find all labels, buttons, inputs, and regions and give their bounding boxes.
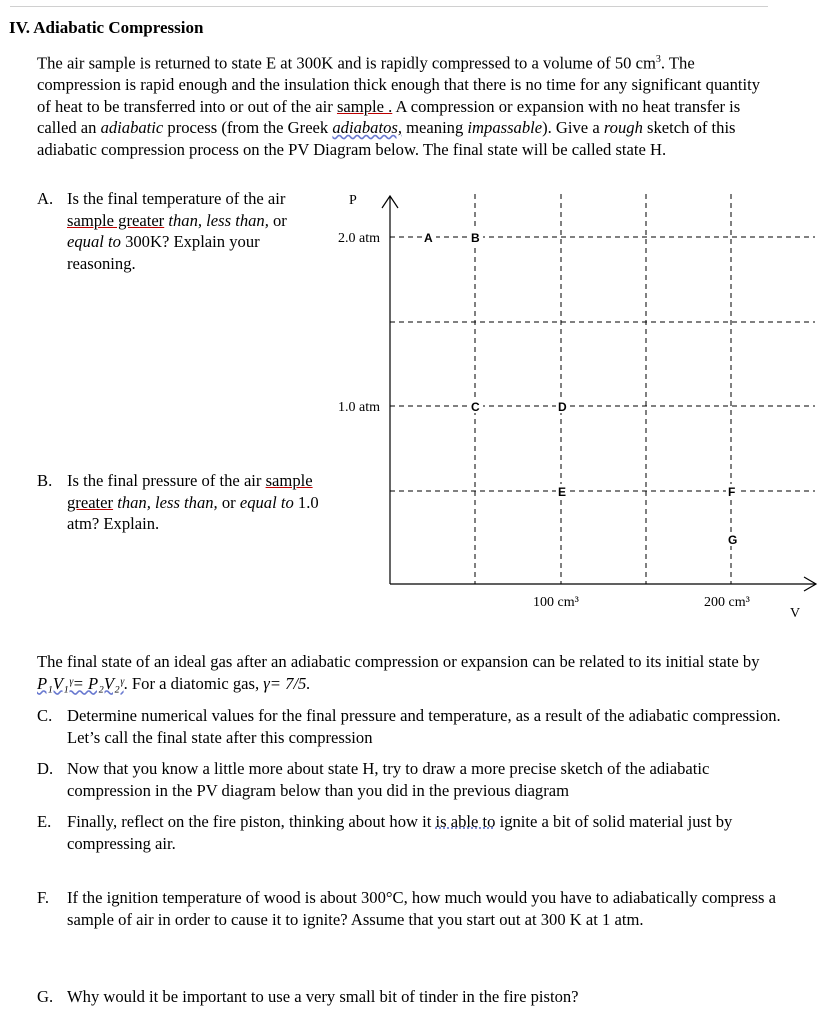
intro-paragraph: [37, 49, 777, 160]
point-e: E: [558, 485, 567, 499]
qe-t3: ignite a bit of solid material just by compressing air.: [67, 812, 733, 853]
section-heading: IV. Adiabatic Compression: [9, 18, 204, 37]
v-axis-label: V: [790, 606, 801, 621]
point-f: F: [728, 485, 736, 499]
point-c: C: [471, 400, 480, 414]
question-a-text: [67, 188, 327, 274]
question-c-text: Determine numerical values for the final pressure and temperature, as a result of the adiabatic compression. Let’s call the final state after this compression: [67, 706, 781, 747]
point-b: B: [471, 231, 480, 245]
formula-paragraph: [37, 651, 777, 694]
intro-s2a: The compression is rapid enough and the insulation thick enough that there is no time for any significant quantity of heat to be transferred into or out of the air: [37, 53, 761, 116]
v-tick-200: 200 cm³: [704, 595, 750, 610]
point-d: D: [558, 400, 567, 414]
intro-s3f: impassable: [467, 118, 543, 138]
question-c-letter: C.: [37, 706, 53, 725]
p-axis-label: P: [349, 193, 357, 208]
intro-s1: The air sample is returned to state E at 300K and is rapidly compressed to a volume of 50 cm: [37, 53, 656, 73]
qb-t5: equal to: [239, 492, 294, 512]
qa-t1: Is the final temperature of the air: [67, 189, 286, 208]
qe-t2: is able to: [435, 812, 496, 831]
question-f-text: If the ignition temperature of wood is about 300°C, how much would you have to adiabatically compress a sample of air in order to cause it to ignite? Assume that you start out at 300 K at 1 atm.: [67, 888, 776, 929]
question-d-text: Now that you know a little more about state H, try to draw a more precise sketch of the adiabatic compression in the PV diagram below than you did in the previous diagram: [67, 759, 710, 800]
qe-t1: Finally, reflect on the fire piston, thinking about how it: [67, 812, 436, 831]
state-points: [422, 230, 740, 547]
question-e-text: [67, 811, 787, 854]
formula-t2: . For a diatomic gas,: [123, 673, 264, 693]
question-g-text: Why would it be important to use a very small bit of tinder in the fire piston?: [67, 987, 579, 1006]
intro-s3d: adiabatos,: [332, 118, 402, 138]
formula-eq: P₁V₁ᵞ= P₂V₂ᵞ: [37, 673, 124, 693]
intro-s3a: A compression or expansion with no heat transfer is called an: [37, 96, 741, 138]
formula-t1: The final state of an ideal gas after an adiabatic compression or expansion can be related to its initial state by: [37, 652, 760, 671]
intro-s1-sup: 3: [655, 54, 661, 65]
qa-t3: than, less than,: [164, 210, 269, 230]
question-b-text: [67, 470, 327, 535]
intro-s3g: ). Give a: [542, 118, 604, 138]
intro-s3i: sketch of this adiabatic compression process on the PV Diagram below. The final state will be called state H.: [37, 118, 736, 159]
question-g-letter: G.: [37, 987, 54, 1006]
qb-t1: Is the final pressure of the air: [67, 471, 266, 490]
intro-s3h: rough: [603, 118, 643, 138]
v-tick-100: 100 cm³: [533, 595, 579, 610]
qb-t4: or: [217, 492, 240, 512]
point-g: G: [728, 533, 738, 547]
question-f-letter: F.: [37, 888, 50, 907]
question-d-letter: D.: [37, 759, 54, 778]
question-e-letter: E.: [37, 812, 52, 831]
grid-lines: [390, 194, 815, 584]
pv-diagram: [330, 182, 825, 627]
intro-s3e: meaning: [401, 118, 468, 138]
intro-s3b: adiabatic: [100, 118, 164, 138]
qa-t4: or: [268, 210, 287, 230]
qa-t2: sample greater: [67, 210, 165, 230]
qb-t2: sample greater: [67, 471, 313, 512]
qa-t5: equal to: [67, 232, 121, 251]
intro-s1-end: .: [660, 53, 666, 73]
intro-s3c: process (from the Greek: [163, 118, 333, 138]
formula-gamma: γ= 7/5.: [263, 673, 311, 693]
qa-t6: 300K? Explain your reasoning.: [67, 232, 260, 273]
p-tick-2atm: 2.0 atm: [338, 231, 380, 246]
top-divider: [10, 6, 768, 7]
p-tick-1atm: 1.0 atm: [338, 400, 380, 415]
question-a-letter: A.: [37, 189, 54, 208]
qb-t3: than, less than,: [113, 492, 218, 512]
question-b-letter: B.: [37, 471, 53, 490]
qb-t6: 1.0 atm? Explain.: [67, 492, 319, 533]
point-a: A: [424, 231, 433, 245]
intro-s2b: sample .: [336, 96, 393, 116]
